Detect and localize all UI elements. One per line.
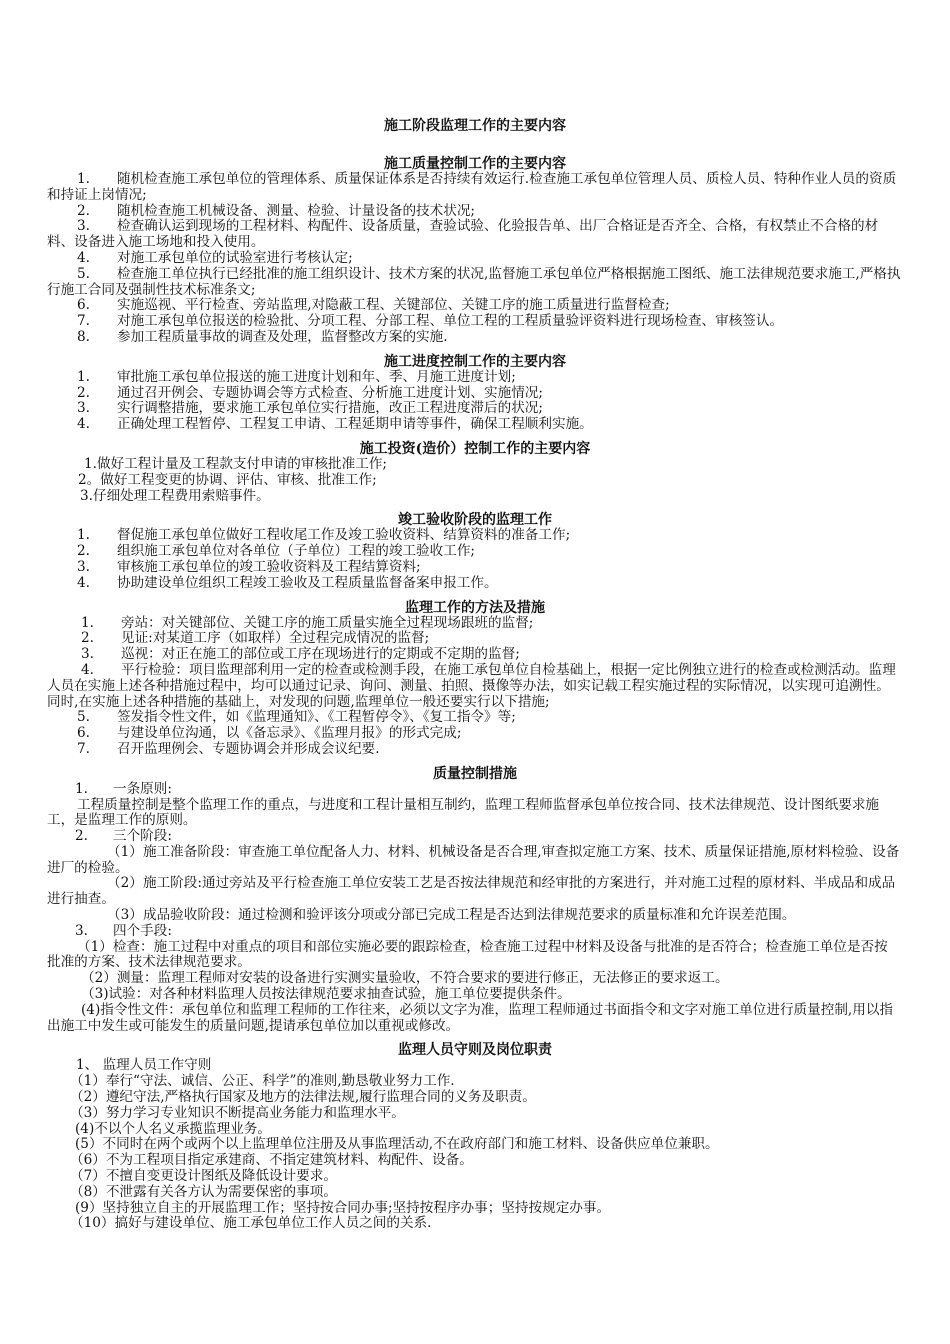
list-item: 3. 实行调整措施，要求施工承包单位实行措施，改正工程进度滞后的状况; — [77, 400, 543, 417]
list-item: 4. 正确处理工程暂停、工程复工申请、工程延期申请等事件，确保工程顺利实施。 — [77, 416, 593, 433]
document-title: 施工阶段监理工作的主要内容 — [384, 118, 566, 134]
list-item: (4)不以个人名义承揽监理业务。 — [75, 1120, 271, 1137]
measures-block — [0, 782, 950, 1035]
list-item: （3）努力学习专业知识不断提高业务能力和监理水平。 — [70, 1104, 405, 1121]
list-item: （10）搞好与建设单位、施工承包单位工作人员之间的关系. — [70, 1215, 432, 1232]
list-item: 2. 随机检查施工机械设备、测量、检验、计量设备的技术状况; — [77, 202, 476, 219]
measure-heading: 1. 一条原则: — [75, 780, 172, 797]
list-item: 4. 平行检验：项目监理部利用一定的检查或检测手段，在施工承包单位自检基础上，根据一定比例独立进行的检查或检测活动。监理人员在实施上述各种措施过程中，均可以通过记录、询问、测量、拍照、摄像等办法，如实记载工程实施过程的实际情况，以实现可追溯性。同时,在实施上述各种措施的基础上，对发现的问题,监理单位一般还要实行以下措施; — [47, 661, 896, 710]
list-item: 4. 对施工承包单位的试验室进行考核认定; — [77, 249, 353, 266]
methods-list — [0, 616, 950, 758]
list-item: (4)指令性文件：承包单位和监理工程师的工作往来，必须以文字为准，监理工程师通过书面指令和文字对施工单位进行质量控制,用以指出施工中发生或可能发生的质量问题,提请承包单位加以重视或修改。 — [47, 1001, 894, 1034]
measure-heading: 2. 三个阶段: — [75, 828, 172, 845]
list-item: 6. 实施巡视、平行检查、旁站监理,对隐蔽工程、关键部位、关键工序的施工质量进行监督检查; — [77, 297, 670, 314]
list-item: 4. 协助建设单位组织工程竣工验收及工程质量监督备案申报工作。 — [77, 574, 498, 591]
list-item: （8）不泄露有关各方认为需要保密的事项。 — [70, 1183, 337, 1200]
progress-list — [0, 370, 950, 433]
list-item: 3. 巡视：对正在施工的部位或工序在现场进行的定期或不定期的监督; — [81, 646, 520, 663]
document-page — [0, 118, 950, 1232]
section-title-measures: 质量控制措施 — [433, 765, 517, 782]
list-item: 8. 参加工程质量事故的调查及处理，监督整改方案的实施. — [77, 328, 448, 345]
list-item: 5. 签发指令性文件，如《监理通知》、《工程暂停令》、《复工指令》等; — [77, 709, 516, 726]
list-item: （1）奉行“守法、诚信、公正、科学”的准则,勤恳敬业努力工作. — [70, 1073, 455, 1090]
list-item: (5）不同时在两个或两个以上监理单位注册及从事监理活动,不在政府部门和施工材料、设备供应单位兼职。 — [75, 1136, 719, 1153]
list-item: （2）测量：监理工程师对安装的设备进行实测实量验收，不符合要求的要进行修正，无法修正的要求返工。 — [81, 970, 729, 987]
section-title-completion: 竣工验收阶段的监理工作 — [398, 512, 552, 529]
list-item: 2. 组织施工承包单位对各单位（子单位）工程的竣工验收工作; — [77, 543, 476, 560]
list-item: 5. 检查施工单位执行已经批准的施工组织设计、技术方案的状况,监督施工承包单位严格根据施工图纸、施工法律规范要求施工,严格执行施工合同及强制性技术标准条文; — [47, 265, 901, 298]
list-item: （3）成品验收阶段：通过检测和验评该分项或分部已完成工程是否达到法律规范要求的质量标准和允许误差范围。 — [107, 907, 796, 924]
list-item: （1）施工准备阶段：审查施工单位配备人力、材料、机械设备是否合理,审查拟定施工方案、技术、质量保证措施,原材料检验、设备进厂的检验。 — [47, 843, 900, 876]
list-item: （2）施工阶段:通过旁站及平行检查施工单位安装工艺是否按法律规范和经审批的方案进行，并对施工过程的原材料、半成品和成品进行抽查。 — [47, 875, 896, 908]
list-item: 3. 审核施工承包单位的竣工验收资料及工程结算资料; — [77, 558, 421, 575]
list-item: 1. 随机检查施工承包单位的管理体系、质量保证体系是否持续有效运行.检查施工承包单位管理人员、质检人员、特种作业人员的资质和持证上岗情况; — [47, 171, 897, 203]
section-title-methods: 监理工作的方法及措施 — [405, 599, 545, 616]
completion-list — [0, 528, 950, 591]
list-item: 2。做好工程变更的协调、评估、审核、批准工作; — [78, 471, 377, 488]
list-item: 2. 通过召开例会、专题协调会等方式检查、分析施工进度计划、实施情况; — [77, 384, 543, 401]
duties-list — [0, 1058, 950, 1232]
list-item: 7. 对施工承包单位报送的检验批、分项工程、分部工程、单位工程的工程质量验评资料进行现场检查、审核签认。 — [77, 313, 784, 330]
list-item: （1）检查：施工过程中对重点的项目和部位实施必要的跟踪检查，检查施工过程中材料及设备与批准的是否符合；检查施工单位是否按批准的方案、技术法律规范要求。 — [47, 938, 888, 971]
list-item: 1. 旁站：对关键部位、关键工序的施工质量实施全过程现场跟班的监督; — [81, 614, 534, 631]
list-item: 1. 督促施工承包单位做好工程收尾工作及竣工验收资料、结算资料的准备工作; — [77, 527, 571, 544]
section-title-quality: 施工质量控制工作的主要内容 — [384, 156, 566, 172]
section-title-progress: 施工进度控制工作的主要内容 — [384, 353, 566, 370]
section-title-cost: 施工投资(造价）控制工作的主要内容 — [359, 440, 591, 457]
list-item: 6. 与建设单位沟通，以《备忘录》、《监理月报》的形式完成; — [77, 725, 462, 742]
list-item: (9）坚持独立自主的开展监理工作；坚持按合同办事;坚持按程序办事；坚持按规定办事。 — [75, 1199, 611, 1216]
list-item: 2. 见证:对某道工序（如取样）全过程完成情况的监督; — [81, 630, 430, 647]
quality-list — [0, 172, 950, 346]
list-item: （7）不擅自变更设计图纸及降低设计要求。 — [70, 1168, 337, 1185]
list-item: 1.做好工程计量及工程款支付申请的审核批准工作; — [84, 455, 388, 472]
section-title-duties: 监理人员守则及岗位职责 — [398, 1042, 552, 1059]
list-item: （6）不为工程项目指定承建商、不指定建筑材料、构配件、设备。 — [70, 1152, 473, 1169]
measure-paragraph: 工程质量控制是整个监理工作的重点，与进度和工程计量相互制约，监理工程师监督承包单位按合同、技术法律规范、设计图纸要求施工，是监理工作的原则。 — [47, 796, 880, 829]
list-item: 7. 召开监理例会、专题协调会并形成会议纪要. — [77, 740, 380, 757]
cost-list — [0, 457, 950, 504]
duties-heading: 1、 监理人员工作守则 — [76, 1057, 212, 1074]
list-item: （2）遵纪守法,严格执行国家及地方的法律法规,履行监理合同的义务及职责。 — [70, 1089, 536, 1106]
list-item: 1. 审批施工承包单位报送的施工进度计划和年、季、月施工进度计划; — [77, 368, 516, 385]
list-item: （3)试验：对各种材料监理人员按法律规范要求抽查试验，施工单位要提供条件。 — [81, 986, 571, 1003]
measure-heading: 3. 四个手段: — [75, 922, 172, 939]
list-item: 3.仔细处理工程费用索赔事件。 — [80, 487, 270, 504]
list-item: 3. 检查确认运到现场的工程材料、构配件、设备质量，查验试验、化验报告单、出厂合格证是否齐全、合格，有权禁止不合格的材料、设备进入施工场地和投入使用。 — [47, 218, 879, 251]
